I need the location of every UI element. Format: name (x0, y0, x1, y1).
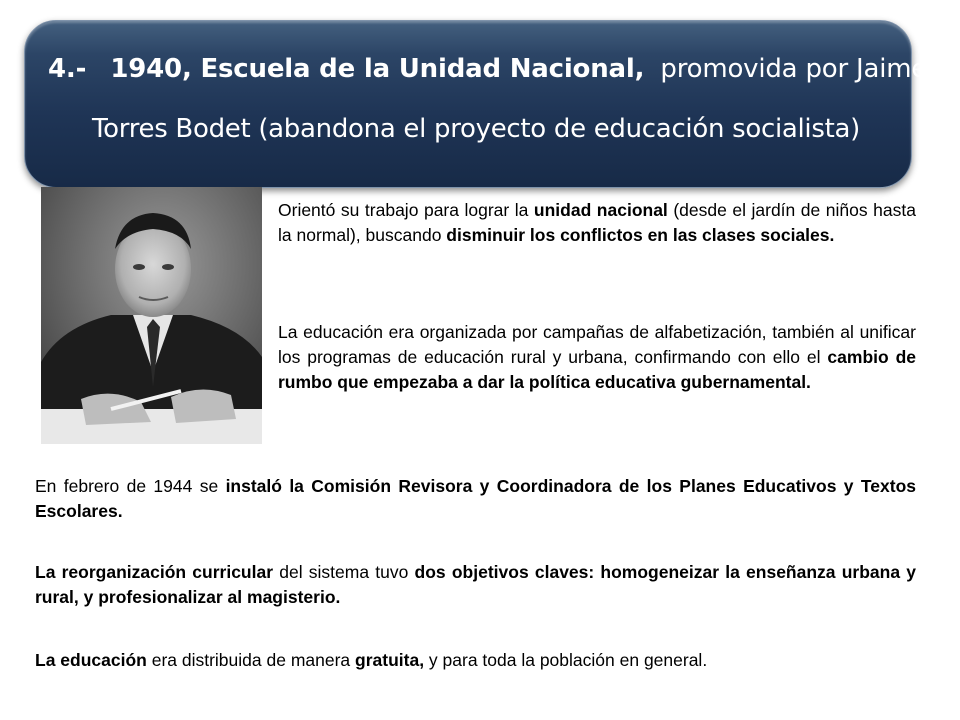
title-rest: promovida por Jaime (660, 54, 928, 84)
portrait-photo (41, 187, 262, 444)
p5-text-1: era distribuida de manera (146, 650, 356, 670)
title-number: 4.- (48, 54, 87, 84)
p5-text-2: y para toda la población en general. (424, 650, 708, 670)
title-banner (24, 20, 912, 188)
p4-text-1: del sistema tuvo (273, 562, 415, 582)
p4-bold-2: dos objetivos claves: homogeneizar la enseñanza urbana y rural, y profesionalizar al magisterio. (35, 562, 916, 607)
paragraph-4 (35, 560, 916, 610)
p2-text-1: La educación era organizada por campañas de alfabetización, también al unificar los programas de educación rural y urbana, confirmando con ello el (278, 322, 916, 367)
p1-bold-2: disminuir los conflictos en las clases sociales. (446, 225, 835, 245)
p3-text-1: En febrero de 1944 se (35, 476, 226, 496)
paragraph-3 (35, 474, 916, 524)
p4-bold-1: La reorganización curricular (35, 562, 274, 582)
p5-bold-2: gratuita, (355, 650, 425, 670)
p5-bold-1: La educación (35, 650, 147, 670)
paragraph-1 (278, 198, 916, 248)
p1-text-2: (desde el jardín de niños hasta la normal), buscando (278, 200, 916, 245)
paragraph-5 (35, 648, 916, 673)
title-line-1 (48, 54, 928, 84)
paragraph-2 (278, 320, 916, 395)
title-bold: 1940, Escuela de la Unidad Nacional, (110, 54, 645, 84)
p3-bold-1: instaló la Comisión Revisora y Coordinadora de los Planes Educativos y Textos Escolares. (35, 476, 916, 521)
p1-text-1: Orientó su trabajo para lograr la (278, 200, 534, 220)
p2-bold-1: cambio de rumbo que empezaba a dar la política educativa gubernamental. (278, 347, 916, 392)
p1-bold-1: unidad nacional (533, 200, 668, 220)
title-line-2: Torres Bodet (abandona el proyecto de educación socialista) (92, 114, 860, 144)
